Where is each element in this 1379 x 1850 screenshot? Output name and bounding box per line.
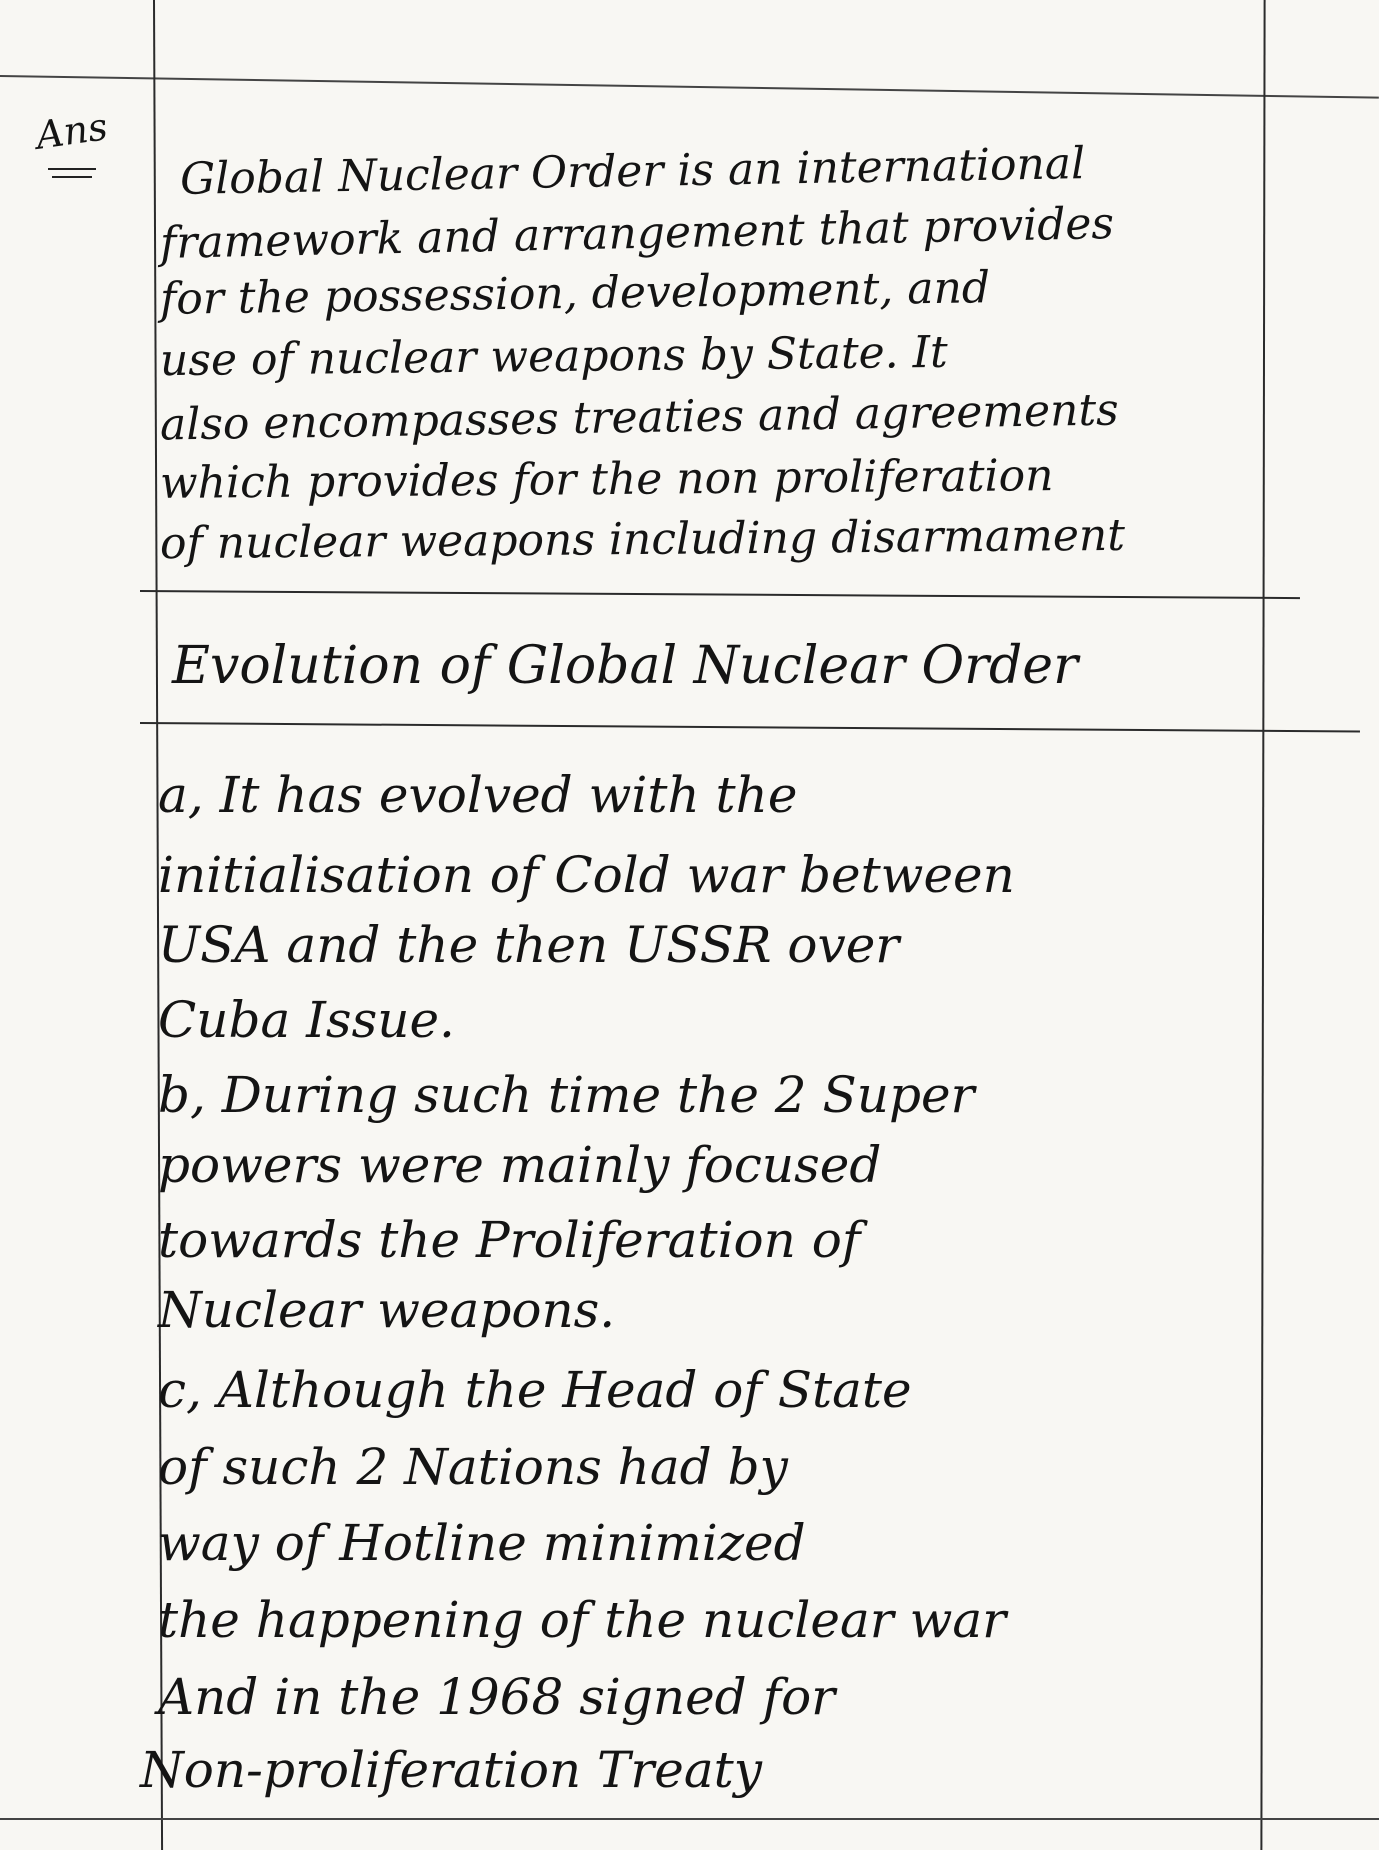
point-b-line: Nuclear weapons. (158, 1281, 616, 1339)
answer-label-underline (48, 168, 96, 170)
point-a-line: a, It has evolved with the (158, 766, 798, 824)
bottom-ruled-line (0, 1818, 1379, 1820)
point-a-line: Cuba Issue. (158, 991, 455, 1049)
point-b-line: towards the Proliferation of (158, 1211, 861, 1269)
point-c-line: of such 2 Nations had by (158, 1438, 788, 1496)
point-c-line: way of Hotline minimized (158, 1514, 806, 1572)
definition-line: Global Nuclear Order is an international (179, 138, 1086, 205)
point-a-line: initialisation of Cold war between (158, 846, 1015, 904)
point-a-line: USA and the then USSR over (158, 916, 900, 974)
point-c-line: the happening of the nuclear war (158, 1591, 1007, 1649)
top-ruled-line (0, 75, 1379, 99)
definition-line: framework and arrangement that provides (159, 198, 1115, 269)
definition-line: also encompasses treaties and agreements (159, 384, 1120, 451)
definition-line: use of nuclear weapons by State. It (159, 326, 948, 387)
definition-line: of nuclear weapons including disarmament (159, 509, 1126, 570)
point-b-line: b, During such time the 2 Super (158, 1066, 975, 1124)
point-c-line: Non-proliferation Treaty (140, 1741, 763, 1799)
answer-label: Ans (33, 104, 111, 158)
answer-label-underline (52, 176, 92, 178)
section-separator-line (140, 590, 1300, 599)
definition-line: for the possession, development, and (159, 262, 991, 325)
point-c-line: c, Although the Head of State (158, 1361, 912, 1419)
right-margin-line (1260, 0, 1265, 1850)
point-c-line: And in the 1968 signed for (158, 1668, 836, 1726)
point-b-line: powers were mainly focused (158, 1136, 882, 1194)
heading-underline (140, 722, 1360, 733)
definition-line: which provides for the non proliferation (159, 450, 1054, 509)
section-heading: Evolution of Global Nuclear Order (172, 636, 1078, 696)
